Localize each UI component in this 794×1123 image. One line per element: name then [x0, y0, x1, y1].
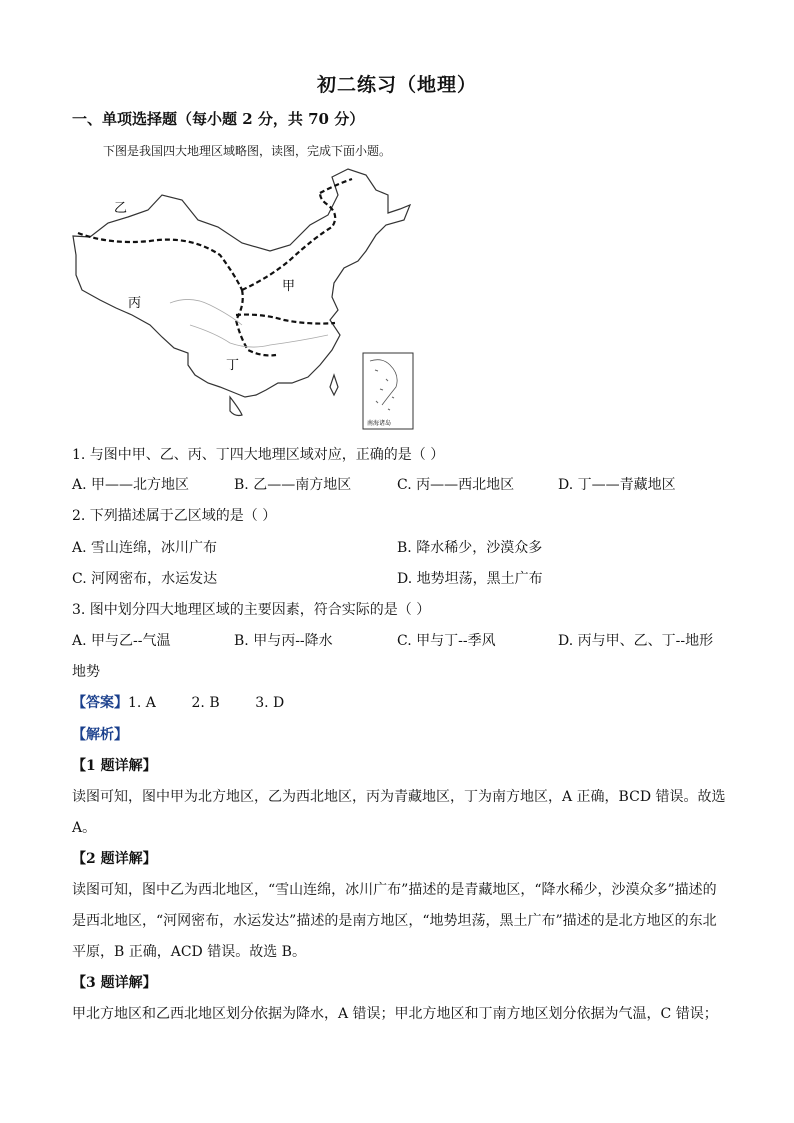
question-1-option-a: A. 甲——北方地区	[72, 477, 190, 493]
question-2-option-a: A. 雪山连绵，冰川广布	[72, 540, 218, 556]
detail-2-line-3: 平原，B 正确，ACD 错误。故选 B。	[72, 944, 306, 960]
question-2-option-c: C. 河网密布，水运发达	[72, 571, 218, 587]
question-1-option-c: C. 丙——西北地区	[397, 477, 515, 493]
map-label-jia: 甲	[282, 279, 296, 294]
question-2-stem: 2. 下列描述属于乙区域的是（ ）	[72, 508, 277, 524]
question-3-option-d-wrap: 地势	[72, 664, 100, 680]
question-3-option-c: C. 甲与丁--季风	[397, 633, 496, 649]
detail-1-line-2: A。	[72, 820, 97, 836]
question-3-option-a: A. 甲与乙--气温	[72, 633, 171, 649]
map-label-yi: 乙	[114, 201, 128, 216]
page-title: 初二练习（地理）	[316, 74, 477, 96]
map-label-ding: 丁	[226, 358, 240, 373]
analysis-label: 【解析】	[72, 727, 128, 743]
detail-3-heading: 【3 题详解】	[72, 975, 157, 991]
south-china-sea-inset	[363, 353, 413, 429]
detail-1-line-1: 读图可知，图中甲为北方地区，乙为西北地区，丙为青藏地区，丁为南方地区，A 正确，BCD 错误。故选	[72, 789, 726, 805]
question-1-option-b: B. 乙——南方地区	[234, 477, 352, 493]
question-1-option-d: D. 丁——青藏地区	[558, 477, 676, 493]
detail-1-heading: 【1 题详解】	[72, 758, 157, 774]
answer-text: 1. A 2. B 3. D	[128, 695, 285, 711]
question-3-option-d: D. 丙与甲、乙、丁--地形	[558, 633, 714, 649]
question-2-option-d: D. 地势坦荡，黑土广布	[397, 571, 543, 587]
map-label-bing: 丙	[128, 296, 142, 311]
question-3-stem: 3. 图中划分四大地理区域的主要因素，符合实际的是（ ）	[72, 602, 431, 618]
inset-label: 南海诸岛	[367, 420, 392, 427]
answer-label: 【答案】	[72, 695, 128, 711]
answer-line	[72, 692, 284, 712]
china-regions-map	[70, 165, 430, 430]
section-heading: 一、单项选择题（每小题 2 分，共 70 分）	[72, 110, 365, 128]
question-1-stem: 1. 与图中甲、乙、丙、丁四大地理区域对应，正确的是（ ）	[72, 447, 445, 463]
question-intro: 下图是我国四大地理区域略图，读图，完成下面小题。	[103, 144, 392, 158]
detail-2-heading: 【2 题详解】	[72, 851, 157, 867]
detail-3-line-1: 甲北方地区和乙西北地区划分依据为降水，A 错误；甲北方地区和丁南方地区划分依据为气温，C 错误；	[72, 1006, 718, 1022]
detail-2-line-1: 读图可知，图中乙为西北地区，“雪山连绵，冰川广布”描述的是青藏地区，“降水稀少，沙漠众多”描述的	[72, 882, 717, 898]
question-3-option-b: B. 甲与丙--降水	[234, 633, 333, 649]
question-2-option-b: B. 降水稀少，沙漠众多	[397, 540, 543, 556]
detail-2-line-2: 是西北地区，“河网密布，水运发达”描述的是南方地区，“地势坦荡，黑土广布”描述的是北方地区的东北	[72, 913, 717, 929]
